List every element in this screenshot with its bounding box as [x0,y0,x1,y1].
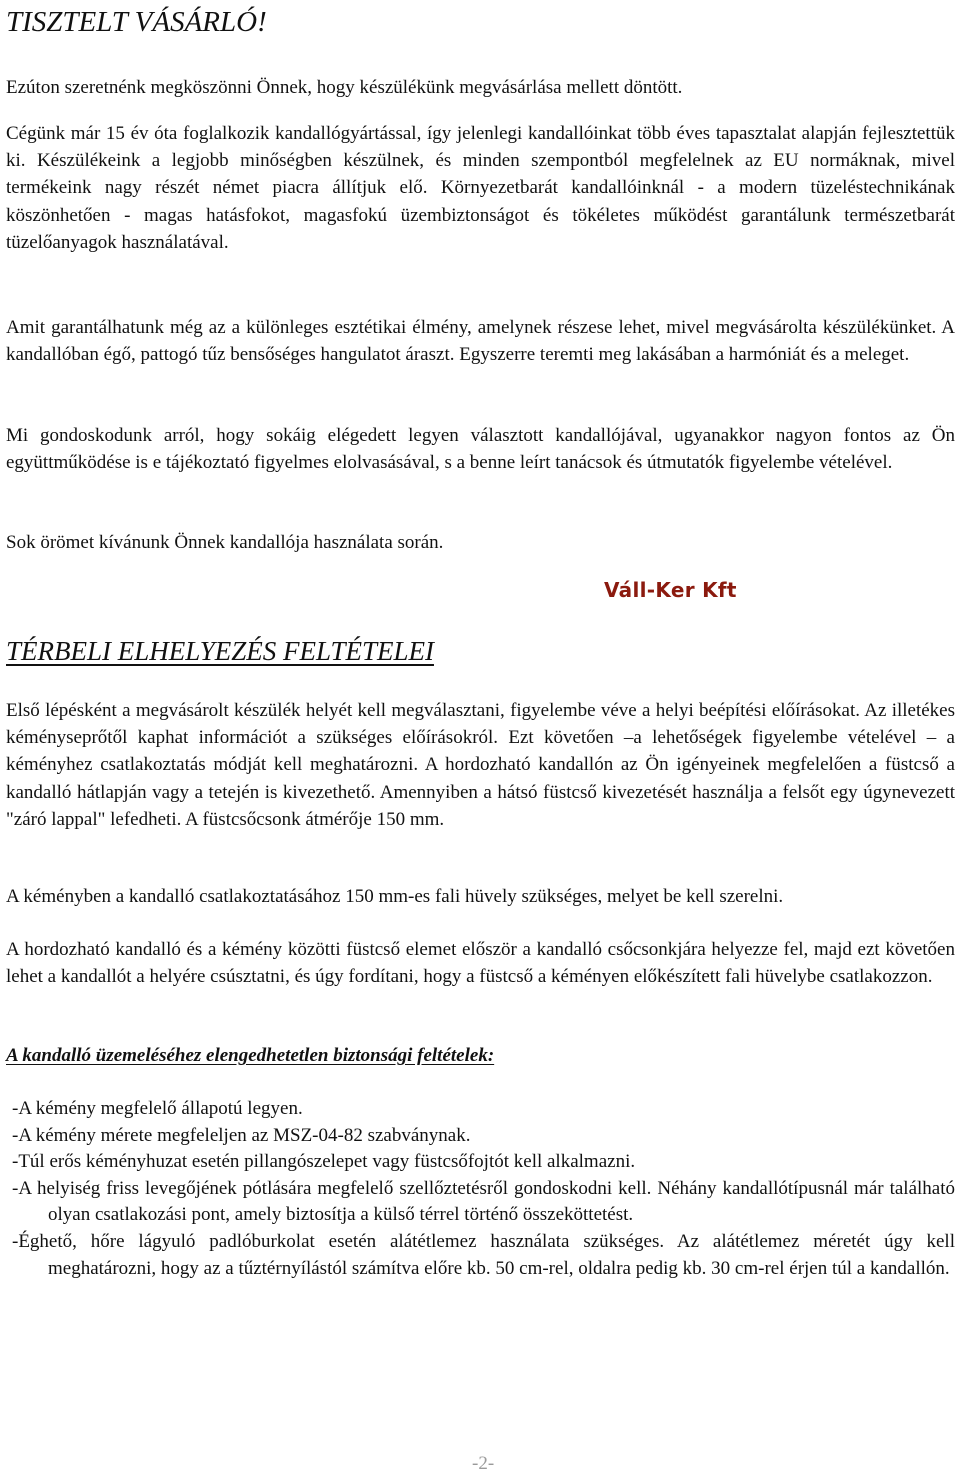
safety-conditions-title: A kandalló üzemeléséhez elengedhetetlen biztonsági feltételek: [6,1045,495,1066]
safety-requirements-list [12,1096,955,1282]
company-logo-text: Váll-Ker Kft [604,578,737,602]
thanks-paragraph: Ezúton szeretnénk megköszönni Önnek, hogy készülékünk megvásárlása mellett döntött. [6,77,683,98]
placement-heading: TÉRBELI ELHELYEZÉS FELTÉTELEI [6,636,434,666]
list-item: -A kémény mérete megfeleljen az MSZ-04-82 szabványnak. [12,1124,471,1146]
page-number: -2- [472,1453,495,1474]
list-item: -A kémény megfelelő állapotú legyen. [12,1098,303,1119]
flue-connection-paragraph: A hordozható kandalló és a kémény közötti füstcső elemet először a kandalló csőcsonkjára helyezze fel, majd ezt követően lehet a kandallót a helyére csúsztatni, és úgy fordítani, hogy a füstcső a kéményen előkészített fali hüvelybe csatlakozzon. [6,939,955,988]
chimney-sleeve-paragraph: A kéményben a kandalló csatlakoztatásához 150 mm-es fali hüvely szükséges, melyet be kell szerelni. [6,886,784,907]
greeting-heading: TISZTELT VÁSÁRLÓ! [6,6,267,38]
list-item: -Túl erős kéményhuzat esetén pillangószelepet vagy füstcsőfojtót kell alkalmazni. [12,1151,636,1173]
aesthetic-paragraph: Amit garantálhatunk még az a különleges esztétikai élmény, amelynek részese lehet, mivel megvásárolta készülékünket. A kandallóban égő, pattogó tűz bensőséges hangulatot áraszt. Egyszerre teremti meg lakásában a harmóniát és a meleget. [6,317,955,366]
list-item: -Éghető, hőre lágyuló padlóburkolat esetén alátétlemez használata szükséges. Az alátétlemez méretét úgy kell meghatározni, hogy az a tűztérnyílástól számítva előre kb. 50 cm-rel, oldalra pedig kb. 30 cm-rel érjen túl a kandallón. [12,1230,955,1279]
list-item: -A helyiség friss levegőjének pótlására megfelelő szellőztetésről gondoskodni kell. Néhány kandallótípusnál már található olyan csatlakozási pont, amely biztosítja a külső térrel történő összeköttetést. [12,1177,955,1226]
care-paragraph: Mi gondoskodunk arról, hogy sokáig elégedett legyen választott kandallójával, ugyanakkor nagyon fontos az Ön együttműködése is e tájékoztató figyelmes elolvasásával, s a benne leírt tanácsok és útmutatók figyelembe vételével. [6,425,955,474]
company-paragraph: Cégünk már 15 év óta foglalkozik kandallógyártással, így jelenlegi kandallóinkat több éves tapasztalat alapján fejlesztettük ki. Készülékeink a legjobb minőségben készülnek, és minden szempontból megfelelnek az EU normáknak, mivel termékeink nagy részét német piacra állítjuk elő. Környezetbarát kandallóinknál - a modern tüzeléstechnikának köszönhetően - magas hatásfokot, magasfokú üzembiztonságot és tökéletes működést garantálunk természetbarát tüzelőanyagok használatával. [6,123,955,253]
wish-paragraph: Sok örömet kívánunk Önnek kandallója használata során. [6,532,444,553]
first-step-paragraph: Első lépésként a megvásárolt készülék helyét kell megválasztani, figyelembe véve a helyi beépítési előírásokat. Az illetékes kéményseprőtől kaphat információt a szükséges előírásokról. Ezt követően –a lehetőségek figyelembe vételével – a kéményhez csatlakoztatás módját kell meghatározni. A hordozható kandallón az Ön igényeinek megfelelően a füstcső a kandalló hátlapján vagy a tetején is kivezethető. Amennyiben a hátsó füstcső kivezetését használja a felsőt egy úgynevezett "záró lappal" lefedheti. A füstcsőcsonk átmérője 150 mm. [6,700,955,830]
